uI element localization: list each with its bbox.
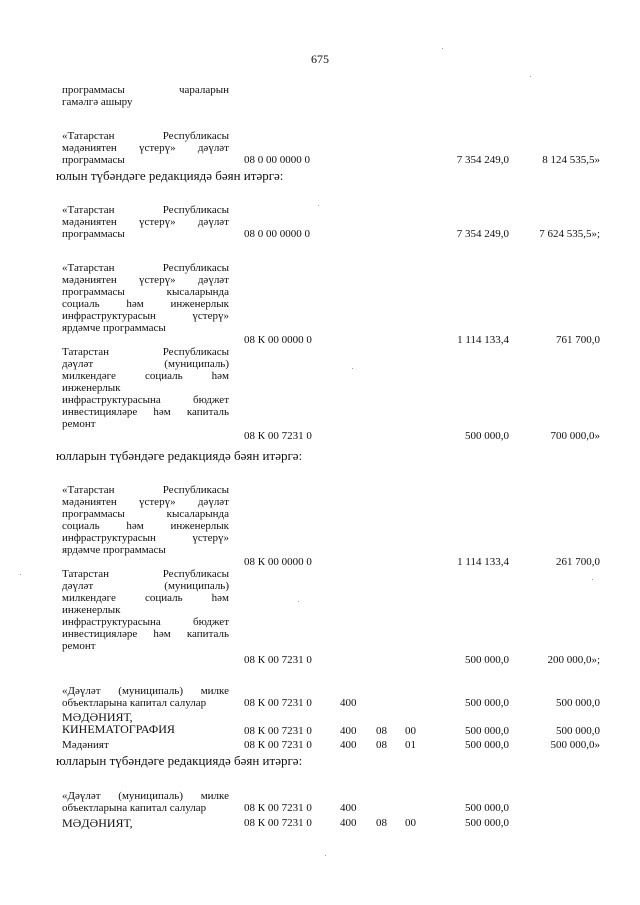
description-line: дәүләт (муниципаль): [62, 580, 229, 592]
row-description: [62, 262, 229, 334]
subsection-code: 01: [405, 739, 416, 751]
description-line: ярдәмче программасы: [62, 322, 166, 334]
description-line: милкендәге социаль һәм: [62, 592, 229, 604]
description-line: социаль һәм инженерлык: [62, 520, 229, 532]
amount-year-2: 761 700,0: [556, 334, 600, 346]
description-line: программасы: [62, 228, 125, 240]
description-line: программасы кысаларында: [62, 508, 229, 520]
description-line: дәүләт (муниципаль): [62, 358, 229, 370]
description-line: мәдәниятен үстерү» дәүләт: [62, 142, 229, 154]
description-line: Татарстан Республикасы: [62, 346, 229, 358]
scan-speck: [318, 205, 319, 206]
row-description: [62, 204, 229, 240]
amount-year-2: 500 000,0: [556, 697, 600, 709]
amount-year-2: 261 700,0: [556, 556, 600, 568]
amount-year-1: 500 000,0: [465, 654, 509, 666]
amount-year-1: 500 000,0: [465, 817, 509, 829]
subsection-code: 00: [405, 817, 416, 829]
description-line: инженерлык: [62, 604, 121, 616]
amount-year-1: 7 354 249,0: [456, 228, 509, 240]
instruction-note: юлын түбәндәге редакциядә бәян итәргә:: [56, 168, 284, 183]
amount-year-2: 700 000,0»: [550, 430, 600, 442]
scan-speck: [298, 601, 299, 602]
row-description: [62, 817, 229, 829]
scan-speck: [325, 855, 326, 856]
description-line: Мәдәният: [62, 739, 109, 751]
scan-speck: [20, 574, 21, 575]
target-code: 08 К 00 7231 0: [244, 697, 312, 709]
amount-year-2: 7 624 535,5»;: [539, 228, 600, 240]
row-description: [62, 346, 229, 430]
description-line: МӘДӘНИЯТ,: [62, 711, 133, 723]
description-line: мәдәниятен үстерү» дәүләт: [62, 496, 229, 508]
expense-type: 400: [340, 725, 357, 737]
description-line: ремонт: [62, 418, 96, 430]
amount-year-1: 1 114 133,4: [457, 334, 509, 346]
description-line: объектларына капитал салулар: [62, 802, 207, 814]
row-description: [62, 739, 229, 751]
description-line: ярдәмче программасы: [62, 544, 166, 556]
scan-speck: [592, 579, 593, 580]
description-line: «Дәүләт (муниципаль) милке: [62, 685, 229, 697]
description-line: гамәлгә ашыру: [62, 96, 133, 108]
scan-speck: [530, 76, 531, 77]
target-code: 08 К 00 0000 0: [244, 334, 312, 346]
expense-type: 400: [340, 802, 357, 814]
description-line: МӘДӘНИЯТ,: [62, 817, 133, 829]
target-code: 08 К 00 7231 0: [244, 430, 312, 442]
instruction-note: юлларын түбәндәге редакциядә бәян итәргә:: [56, 753, 303, 768]
description-line: мәдәниятен үстерү» дәүләт: [62, 216, 229, 228]
description-line: Татарстан Республикасы: [62, 568, 229, 580]
section-code: 08: [376, 739, 387, 751]
description-line: инвестицияләре һәм капиталь: [62, 628, 229, 640]
amount-year-2: 8 124 535,5»: [542, 154, 600, 166]
row-description: [62, 685, 229, 709]
expense-type: 400: [340, 817, 357, 829]
target-code: 08 К 00 7231 0: [244, 739, 312, 751]
description-line: ремонт: [62, 640, 96, 652]
expense-type: 400: [340, 697, 357, 709]
amount-year-1: 7 354 249,0: [456, 154, 509, 166]
description-line: объектларына капитал салулар: [62, 697, 207, 709]
description-line: программасы чараларын: [62, 84, 229, 96]
section-code: 08: [376, 725, 387, 737]
amount-year-1: 500 000,0: [465, 725, 509, 737]
target-code: 08 К 00 7231 0: [244, 802, 312, 814]
description-line: инфраструктурасына бюджет: [62, 394, 229, 406]
amount-year-1: 1 114 133,4: [457, 556, 509, 568]
row-description: [62, 711, 229, 735]
target-code: 08 К 00 7231 0: [244, 654, 312, 666]
expense-type: 400: [340, 739, 357, 751]
amount-year-1: 500 000,0: [465, 430, 509, 442]
description-line: «Татарстан Республикасы: [62, 130, 229, 142]
row-description: [62, 568, 229, 652]
instruction-note: юлларын түбәндәге редакциядә бәян итәргә:: [56, 448, 303, 463]
description-line: «Татарстан Республикасы: [62, 262, 229, 274]
subsection-code: 00: [405, 725, 416, 737]
description-line: инфраструктурасын үстерү»: [62, 532, 229, 544]
amount-year-2: 500 000,0: [556, 725, 600, 737]
row-description: [62, 484, 229, 556]
row-description: [62, 130, 229, 166]
description-line: милкендәге социаль һәм: [62, 370, 229, 382]
description-line: инфраструктурасын үстерү»: [62, 310, 229, 322]
amount-year-1: 500 000,0: [465, 739, 509, 751]
amount-year-1: 500 000,0: [465, 697, 509, 709]
amount-year-2: 500 000,0»: [550, 739, 600, 751]
description-line: инженерлык: [62, 382, 121, 394]
description-line: программасы: [62, 154, 125, 166]
scan-speck: [352, 368, 353, 369]
description-line: «Татарстан Республикасы: [62, 484, 229, 496]
page-number: 675: [311, 52, 329, 66]
target-code: 08 К 00 7231 0: [244, 817, 312, 829]
section-code: 08: [376, 817, 387, 829]
description-line: КИНЕМАТОГРАФИЯ: [62, 723, 175, 735]
row-description: [62, 84, 229, 108]
target-code: 08 0 00 0000 0: [244, 154, 310, 166]
target-code: 08 К 00 7231 0: [244, 725, 312, 737]
description-line: инвестицияләре һәм капиталь: [62, 406, 229, 418]
scan-speck: [442, 48, 443, 49]
row-description: [62, 790, 229, 814]
target-code: 08 К 00 0000 0: [244, 556, 312, 568]
description-line: инфраструктурасына бюджет: [62, 616, 229, 628]
description-line: мәдәниятен үстерү» дәүләт: [62, 274, 229, 286]
amount-year-1: 500 000,0: [465, 802, 509, 814]
description-line: «Дәүләт (муниципаль) милке: [62, 790, 229, 802]
amount-year-2: 200 000,0»;: [547, 654, 600, 666]
description-line: программасы кысаларында: [62, 286, 229, 298]
description-line: социаль һәм инженерлык: [62, 298, 229, 310]
description-line: «Татарстан Республикасы: [62, 204, 229, 216]
target-code: 08 0 00 0000 0: [244, 228, 310, 240]
